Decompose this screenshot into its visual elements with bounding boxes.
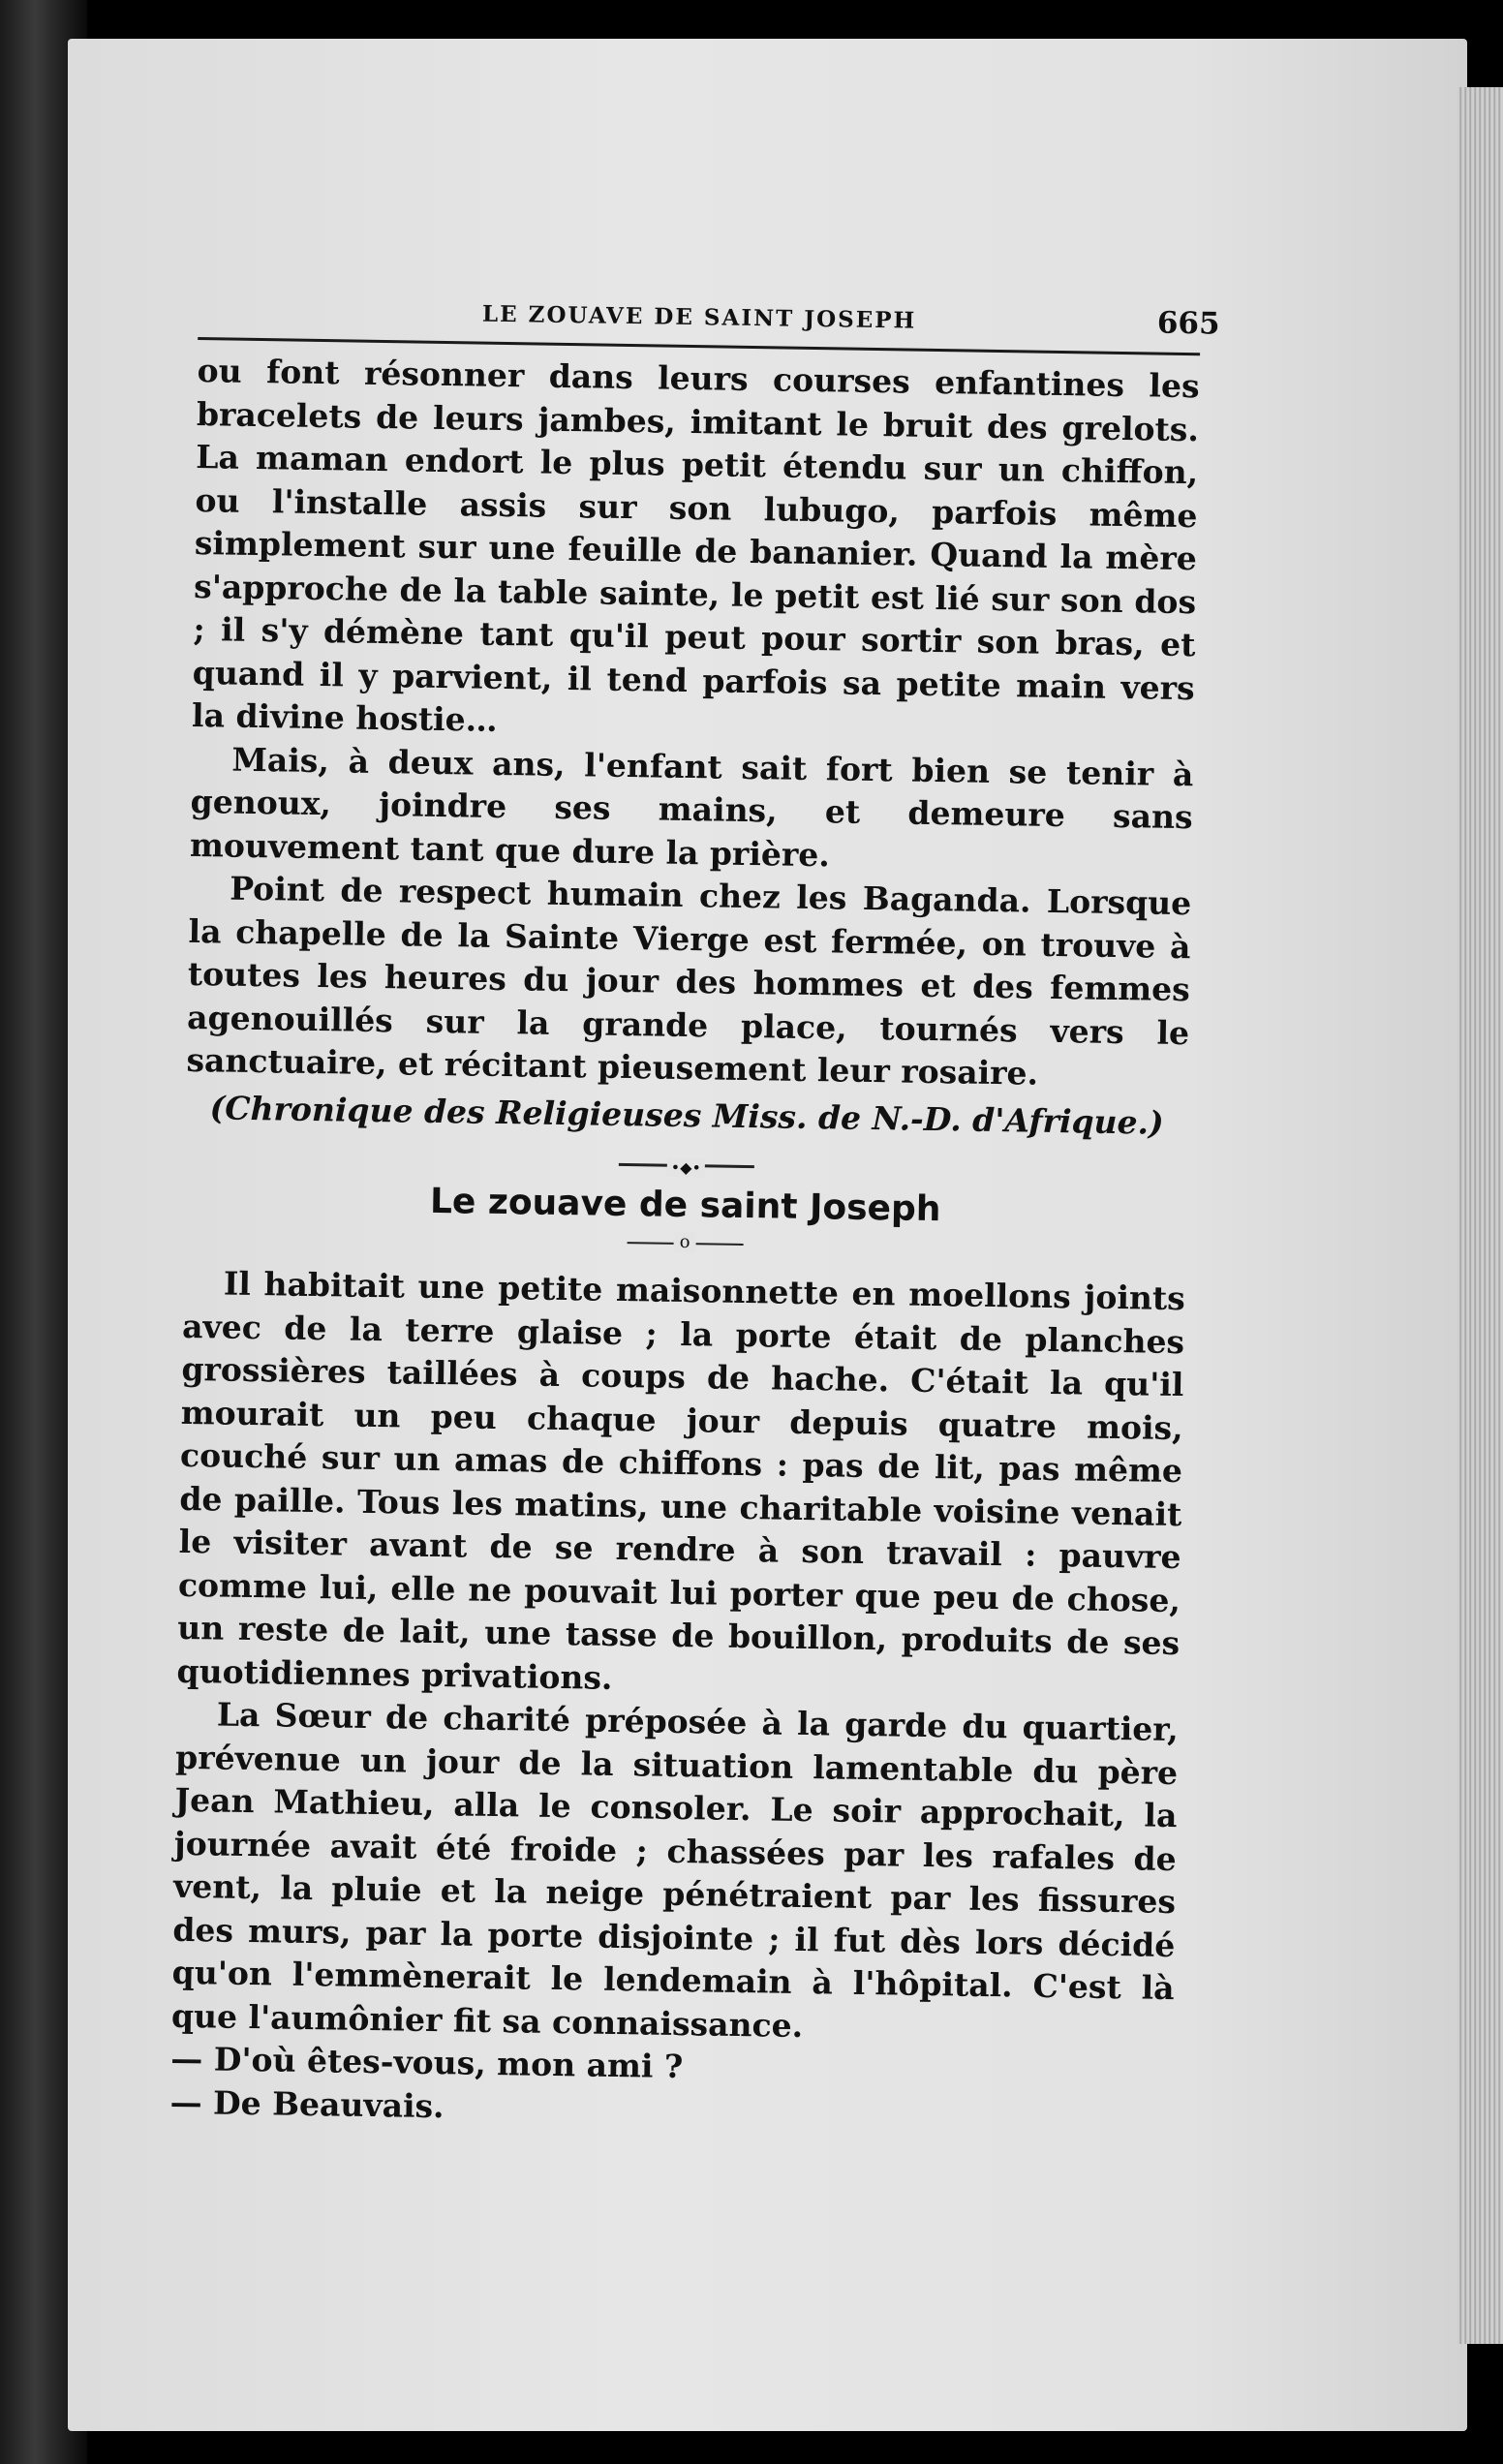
ornament-glyph: o xyxy=(674,1232,696,1252)
article-title: Le zouave de saint Joseph xyxy=(429,1181,941,1230)
dialogue-line: — D'où êtes-vous, mon ami ? xyxy=(170,2039,684,2086)
dialogue-line: — De Beauvais. xyxy=(169,2082,445,2125)
title-ornament xyxy=(627,1232,743,1253)
separator-glyph: •◆• xyxy=(667,1158,705,1178)
paragraph: Mais, à deux ans, l'enfant sait fort bien se tenir à genoux, joindre ses mains, et demeure sans mouvement tant que dure la prière. xyxy=(189,740,1194,874)
running-head-title: LE ZOUAVE DE SAINT JOSEPH xyxy=(481,300,917,334)
section-separator-ornament xyxy=(618,1157,753,1178)
paragraph: Point de respect humain chez les Baganda. Lorsque la chapelle de la Sainte Vierge est fermée, on trouve à toutes les heures du jour des hommes et des femmes agenouillés sur la grande place, tournés vers le sanctuaire, et récitant pieusement leur rosaire. xyxy=(186,869,1192,1093)
article-paragraph: Il habitait une petite maisonnette en moellons joints avec de la terre glaise ; la porte était de planches grossières taillées à coups de hache. C'était la qu'il mourait un peu chaque jour depuis quatre mois, couché sur un amas de chiffons : pas de lit, pas même de paille. Tous les matins, une charitable voisine venait le visiter avant de se rendre à son travail : pauvre comme lui, elle ne pouvait lui porter que peu de chose, un reste de lait, une tasse de bouillon, produits de ses quotidiennes privations. xyxy=(176,1264,1186,1697)
page-text-block xyxy=(169,291,1220,2140)
page-edges xyxy=(1457,87,1503,2344)
page-number: 665 xyxy=(1156,305,1220,342)
paragraph-continued: ou font résonner dans leurs courses enfantines les bracelets de leurs jambes, imitant le bruit des grelots. La maman endort le plus petit étendu sur un chiffon, ou l'installe assis sur son lubugo, parfois même simplement sur une feuille de bananier. Quand la mère s'approche de la table sainte, le petit est lié sur son dos ; il s'y démène tant qu'il peut pour sortir son bras, et quand il y parvient, il tend parfois sa petite main vers la divine hostie… xyxy=(191,351,1200,739)
article-paragraph: La Sœur de charité préposée à la garde du quartier, prévenue un jour de la situation lamentable du père Jean Mathieu, alla le consoler. Le soir approchait, la journée avait été froide ; chassées par les rafales de vent, la pluie et la neige pénétraient par les fissures des murs, par la porte disjointe ; il fut dès lors décidé qu'on l'emmènerait le lendemain à l'hôpital. C'est là que l'aumônier fit sa connaissance. xyxy=(170,1695,1180,2045)
source-citation: (Chronique des Religieuses Miss. de N.-D. d'Afrique.) xyxy=(209,1088,1165,1142)
